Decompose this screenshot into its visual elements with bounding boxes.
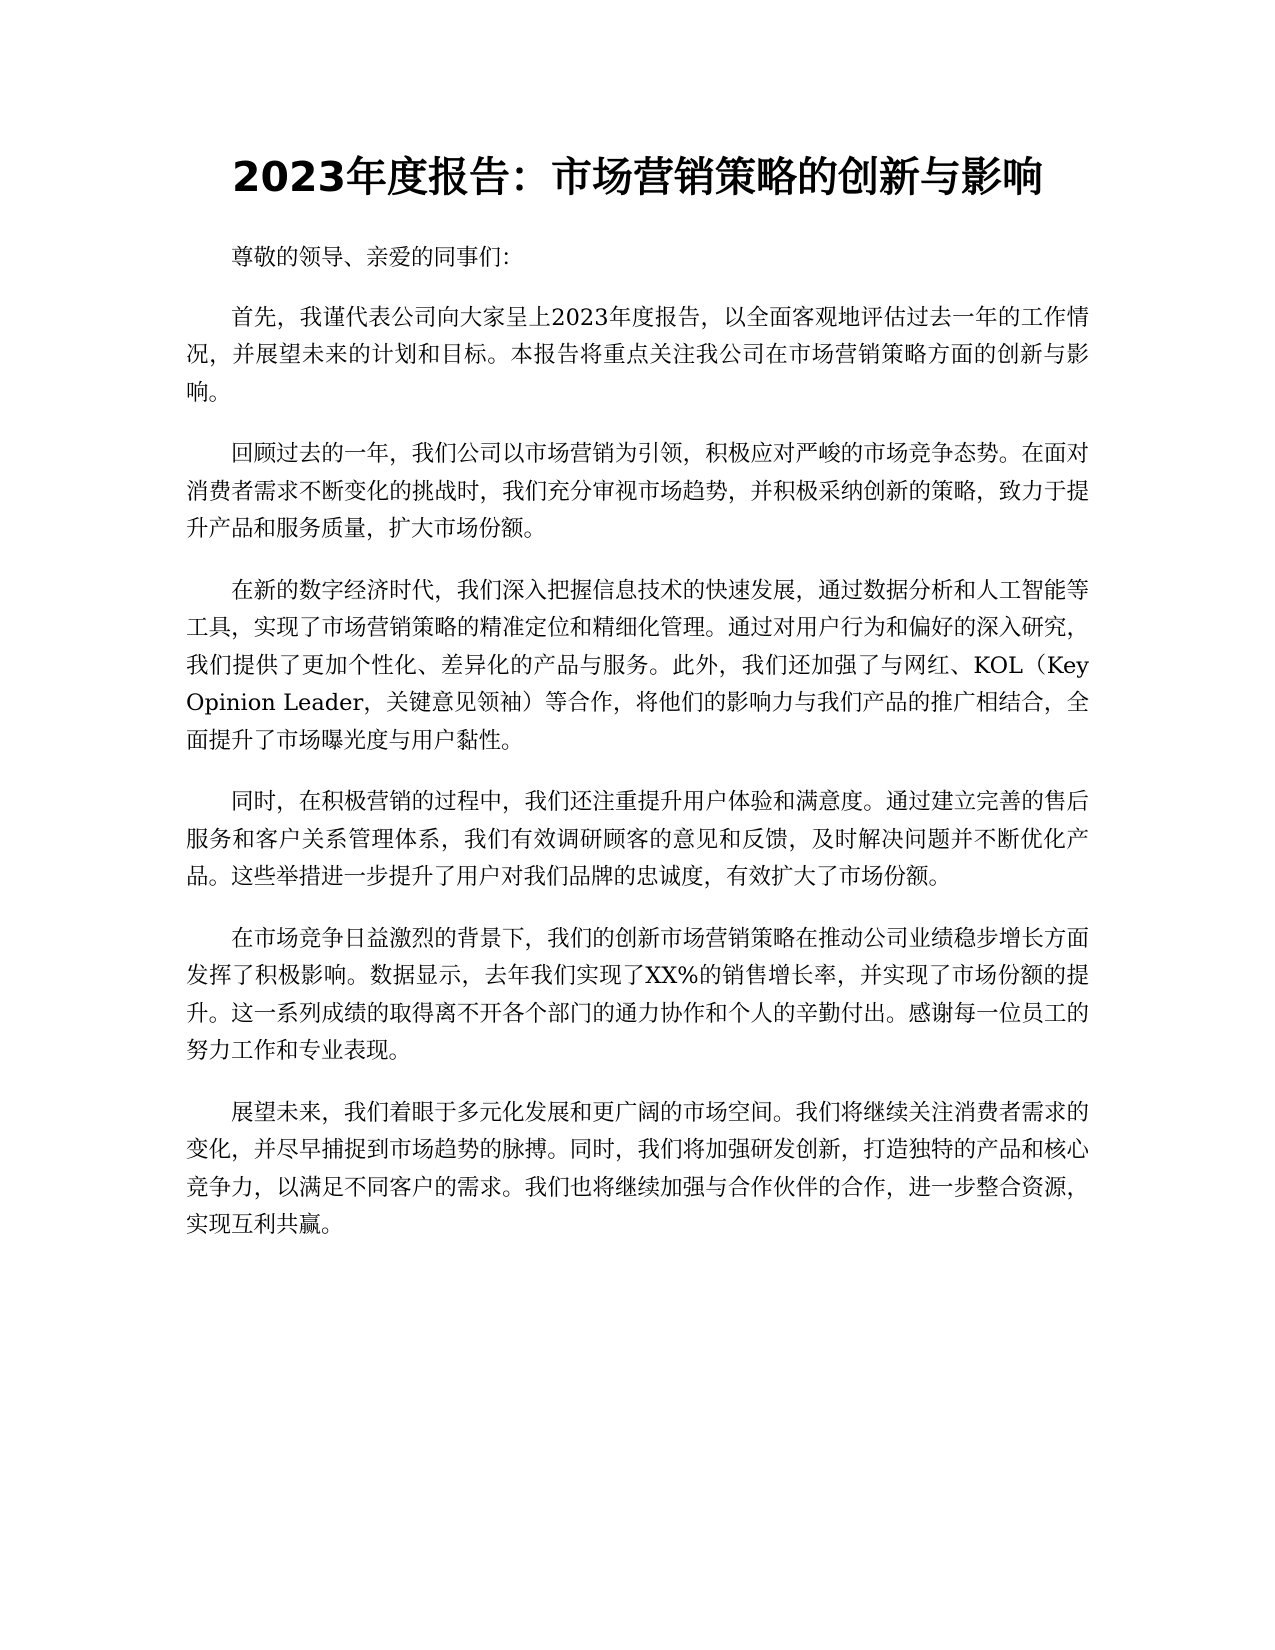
paragraph-review: 回顾过去的一年，我们公司以市场营销为引领，积极应对严峻的市场竞争态势。在面对消费者需求不断变化的挑战时，我们充分审视市场趋势，并积极采纳创新的策略，致力于提升产品和服务质量，扩大市场份额。 [186, 441, 1089, 542]
paragraph-outlook: 展望未来，我们着眼于多元化发展和更广阔的市场空间。我们将继续关注消费者需求的变化，并尽早捕捉到市场趋势的脉搏。同时，我们将加强研发创新，打造独特的产品和核心竞争力，以满足不同客户的需求。我们也将继续加强与合作伙伴的合作，进一步整合资源，实现互利共赢。 [186, 1099, 1089, 1238]
paragraph-user-experience: 同时，在积极营销的过程中，我们还注重提升用户体验和满意度。通过建立完善的售后服务和客户关系管理体系，我们有效调研顾客的意见和反馈，及时解决问题并不断优化产品。这些举措进一步提升了用户对我们品牌的忠诚度，有效扩大了市场份额。 [186, 789, 1089, 890]
document-title: 2023年度报告：市场营销策略的创新与影响 [231, 153, 1044, 201]
document-body [186, 240, 1089, 1269]
paragraph-digital: 在新的数字经济时代，我们深入把握信息技术的快速发展，通过数据分析和人工智能等工具，实现了市场营销策略的精准定位和精细化管理。通过对用户行为和偏好的深入研究，我们提供了更加个性化、差异化的产品与服务。此外，我们还加强了与网红、KOL（Key Opinion Leader，关键意见领袖）等合作，将他们的影响力与我们产品的推广相结合，全面提升了市场曝光度与用户黏性。 [186, 577, 1089, 754]
greeting-line: 尊敬的领导、亲爱的同事们： [231, 245, 524, 271]
paragraph-results: 在市场竞争日益激烈的背景下，我们的创新市场营销策略在推动公司业绩稳步增长方面发挥了积极影响。数据显示，去年我们实现了XX%的销售增长率，并实现了市场份额的提升。这一系列成绩的取得离不开各个部门的通力协作和个人的辛勤付出。感谢每一位员工的努力工作和专业表现。 [186, 925, 1089, 1064]
paragraph-intro: 首先，我谨代表公司向大家呈上2023年度报告，以全面客观地评估过去一年的工作情况，并展望未来的计划和目标。本报告将重点关注我公司在市场营销策略方面的创新与影响。 [186, 304, 1089, 406]
